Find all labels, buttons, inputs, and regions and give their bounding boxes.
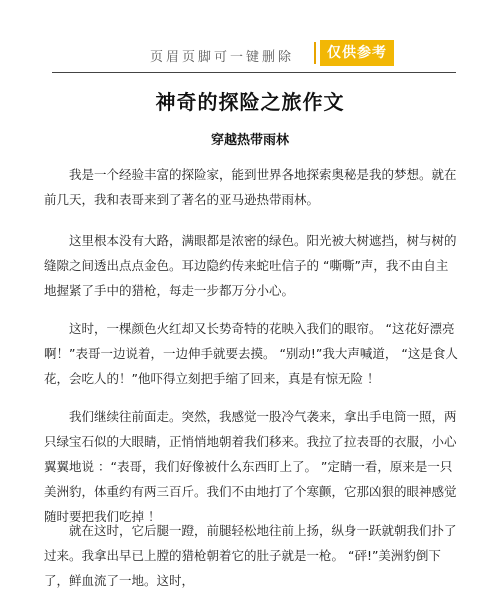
article-subtitle: 穿越热带雨林 — [210, 133, 289, 148]
article-title: 神奇的探险之旅作文 — [155, 90, 345, 114]
header-text: 页眉页脚可一键删除 — [150, 50, 295, 65]
header-divider — [314, 42, 316, 64]
paragraph: 我是一个经验丰富的探险家，能到世界各地探索奥秘是我的梦想。就在前几天，我和表哥来到了著名的亚马逊热带雨林。 — [44, 167, 457, 207]
reference-only-badge: 仅供参考 — [320, 40, 394, 66]
paragraph: 就在这时，它后腿一蹬，前腿轻松地往前上扬，纵身一跃就朝我们扑了过来。我拿出早已上膛的猎枪朝着它的肚子就是一枪。 “砰!”美洲豹倒下了，鲜血流了一地。这时， — [44, 523, 457, 588]
header-rule — [52, 72, 456, 73]
page-header — [0, 0, 500, 78]
paragraph: 这里根本没有大路，满眼都是浓密的绿色。阳光被大树遮挡，树与树的缝隙之间透出点点金色。耳边隐约传来蛇吐信子的 “嘶嘶”声，我不由自主地握紧了手中的猎枪，每走一步都万分小心。 — [44, 233, 457, 298]
paragraph: 这时，一棵颜色火红却又长势奇特的花映入我们的眼帘。 “这花好漂亮啊！”表哥一边说着，一边伸手就要去摸。 “别动!”我大声喊道， “这是食人花，会吃人的！”他吓得立刻把手缩了回来，真是有惊无险 ！ — [44, 321, 458, 386]
paragraph: 我们继续往前面走。突然，我感觉一股冷气袭来，拿出手电筒一照，两只绿宝石似的大眼睛，正悄悄地朝着我们移来。我拉了拉表哥的衣服，小心翼翼地说 ：“表哥，我们好像被什么东西盯上了。 ”定睛一看，原来是一只美洲豹，体重约有两三百斤。我们不由地打了个寒颤，它那凶狠的眼神感觉随时要把我们吃掉 ！ — [44, 409, 457, 524]
